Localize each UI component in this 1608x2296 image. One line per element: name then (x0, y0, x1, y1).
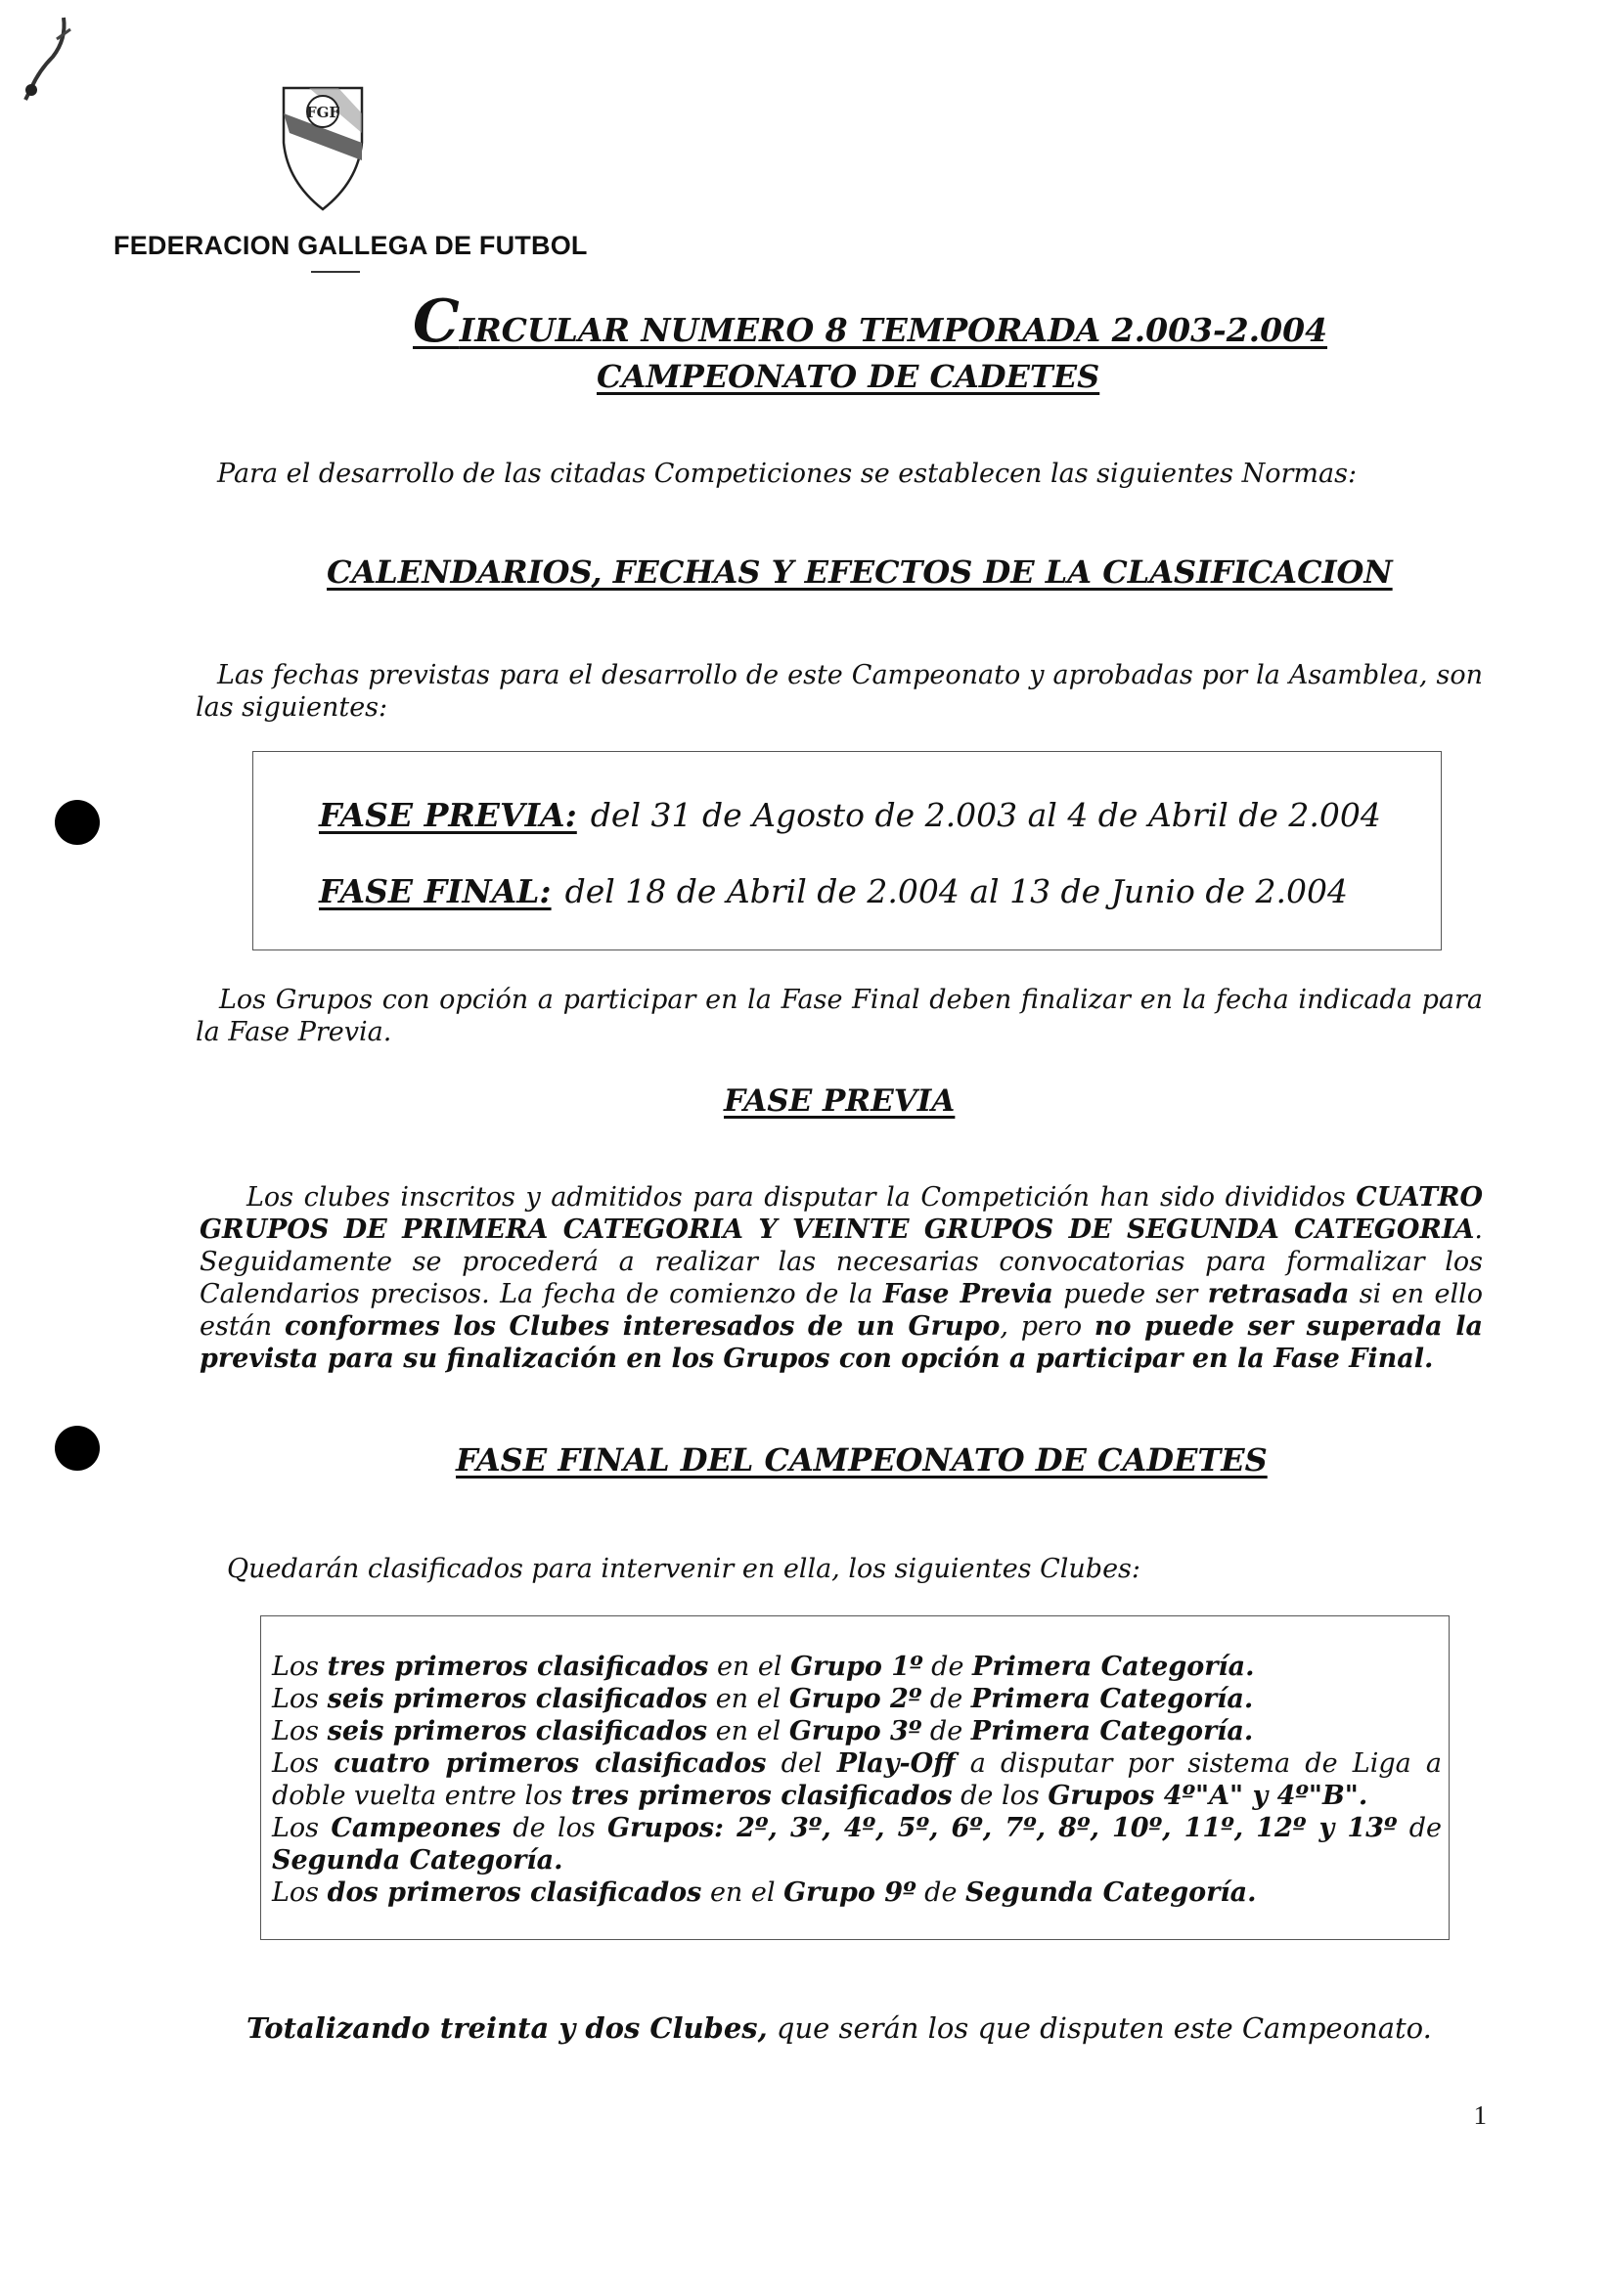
fp-retrasada-bold: retrasada (1207, 1279, 1350, 1309)
fp-text-5: , pero (1000, 1311, 1094, 1342)
club-line-5: Los Campeones de los Grupos: 2º, 3º, 4º, 5º, 6º, 7º, 8º, 10º, 11º, 12º y 13º de Segunda Categoría. (272, 1813, 1442, 1876)
fp-fase-previa-bold: Fase Previa (882, 1279, 1053, 1309)
fase-previa-line (319, 796, 1381, 834)
fp-text-3: puede ser (1052, 1279, 1208, 1309)
club-line-2: Los seis primeros clasificados en el Grupo 2º de Primera Categoría. (272, 1684, 1254, 1714)
fp-text-4: si en ello están (200, 1279, 1483, 1342)
fase-final-note (196, 984, 1483, 1048)
staple-mark (10, 10, 78, 108)
title-initial: C (413, 287, 460, 356)
fase-final-label: FASE FINAL: (319, 872, 552, 910)
title-text: IRCULAR NUMERO 8 TEMPORADA 2.003-2.004 (459, 311, 1328, 349)
fase-final-note-span: Los Grupos con opción a participar en la Fase Final deben finalizar en la fecha indicada para la Fase Previa. (196, 985, 1483, 1047)
subtitle: CAMPEONATO DE CADETES (597, 358, 1100, 395)
intro-text: Para el desarrollo de las citadas Competiciones se establecen las siguientes Normas: (217, 459, 1358, 489)
club-line-3: Los seis primeros clasificados en el Grupo 3º de Primera Categoría. (272, 1716, 1254, 1746)
punch-hole-bottom (55, 1426, 100, 1471)
fase-final-intro: Quedarán clasificados para intervenir en ella, los siguientes Clubes: (227, 1554, 1141, 1584)
total-bold: Totalizando treinta y dos Clubes, (246, 2011, 768, 2045)
clubs-list (272, 1651, 1442, 1909)
punch-hole-top (55, 800, 100, 845)
fase-previa-paragraph (200, 1181, 1483, 1375)
federation-crest-logo (280, 84, 366, 213)
org-underline (311, 271, 360, 273)
calendar-text-span: Las fechas previstas para el desarrollo de este Campeonato y aprobadas por la Asamblea, son las siguientes: (196, 660, 1483, 723)
svg-text:FGF: FGF (305, 104, 340, 121)
fase-previa-label: FASE PREVIA: (319, 796, 577, 834)
section-fase-final-heading: FASE FINAL DEL CAMPEONATO DE CADETES (456, 1441, 1268, 1479)
page-number: 1 (1473, 2100, 1487, 2130)
fp-groups-bold: CUATRO GRUPOS DE PRIMERA CATEGORIA Y VEINTE GRUPOS DE SEGUNDA CATEGORIA (200, 1182, 1483, 1245)
fp-superada-bold: no puede ser superada la prevista para su finalización en los Grupos con opción a participar en la Fase Final. (200, 1311, 1484, 1374)
organization-name: FEDERACION GALLEGA DE FUTBOL (113, 231, 588, 260)
fase-previa-dates: del 31 de Agosto de 2.003 al 4 de Abril de 2.004 (590, 796, 1381, 834)
section-fase-previa-heading: FASE PREVIA (724, 1083, 956, 1119)
calendar-text (196, 659, 1483, 724)
fase-final-dates: del 18 de Abril de 2.004 al 13 de Junio de 2.004 (564, 872, 1348, 910)
fp-text-2: . Seguidamente se procederá a realizar las necesarias convocatorias para formalizar los Calendarios precisos. La fecha de comienzo de la (200, 1214, 1483, 1309)
fase-final-line (319, 872, 1348, 910)
circular-title (413, 287, 1327, 356)
club-line-1: Los tres primeros clasificados en el Grupo 1º de Primera Categoría. (272, 1652, 1255, 1682)
total-clubs-line (246, 2012, 1432, 2045)
club-line-6: Los dos primeros clasificados en el Grupo 9º de Segunda Categoría. (272, 1877, 1257, 1908)
fp-conformes-bold: conformes los Clubes interesados de un Grupo (284, 1311, 1001, 1342)
fp-text-1: Los clubes inscritos y admitidos para disputar la Competición han sido divididos (246, 1182, 1357, 1213)
total-rest: que serán los que disputen este Campeonato. (767, 2011, 1432, 2045)
club-line-4: Los cuatro primeros clasificados del Play-Off a disputar por sistema de Liga a doble vuelta entre los tres primeros clasificados de los Grupos 4º"A" y 4º"B". (272, 1748, 1443, 1811)
section-calendarios-heading: CALENDARIOS, FECHAS Y EFECTOS DE LA CLASIFICACION (327, 553, 1393, 591)
dates-box (252, 751, 1442, 950)
